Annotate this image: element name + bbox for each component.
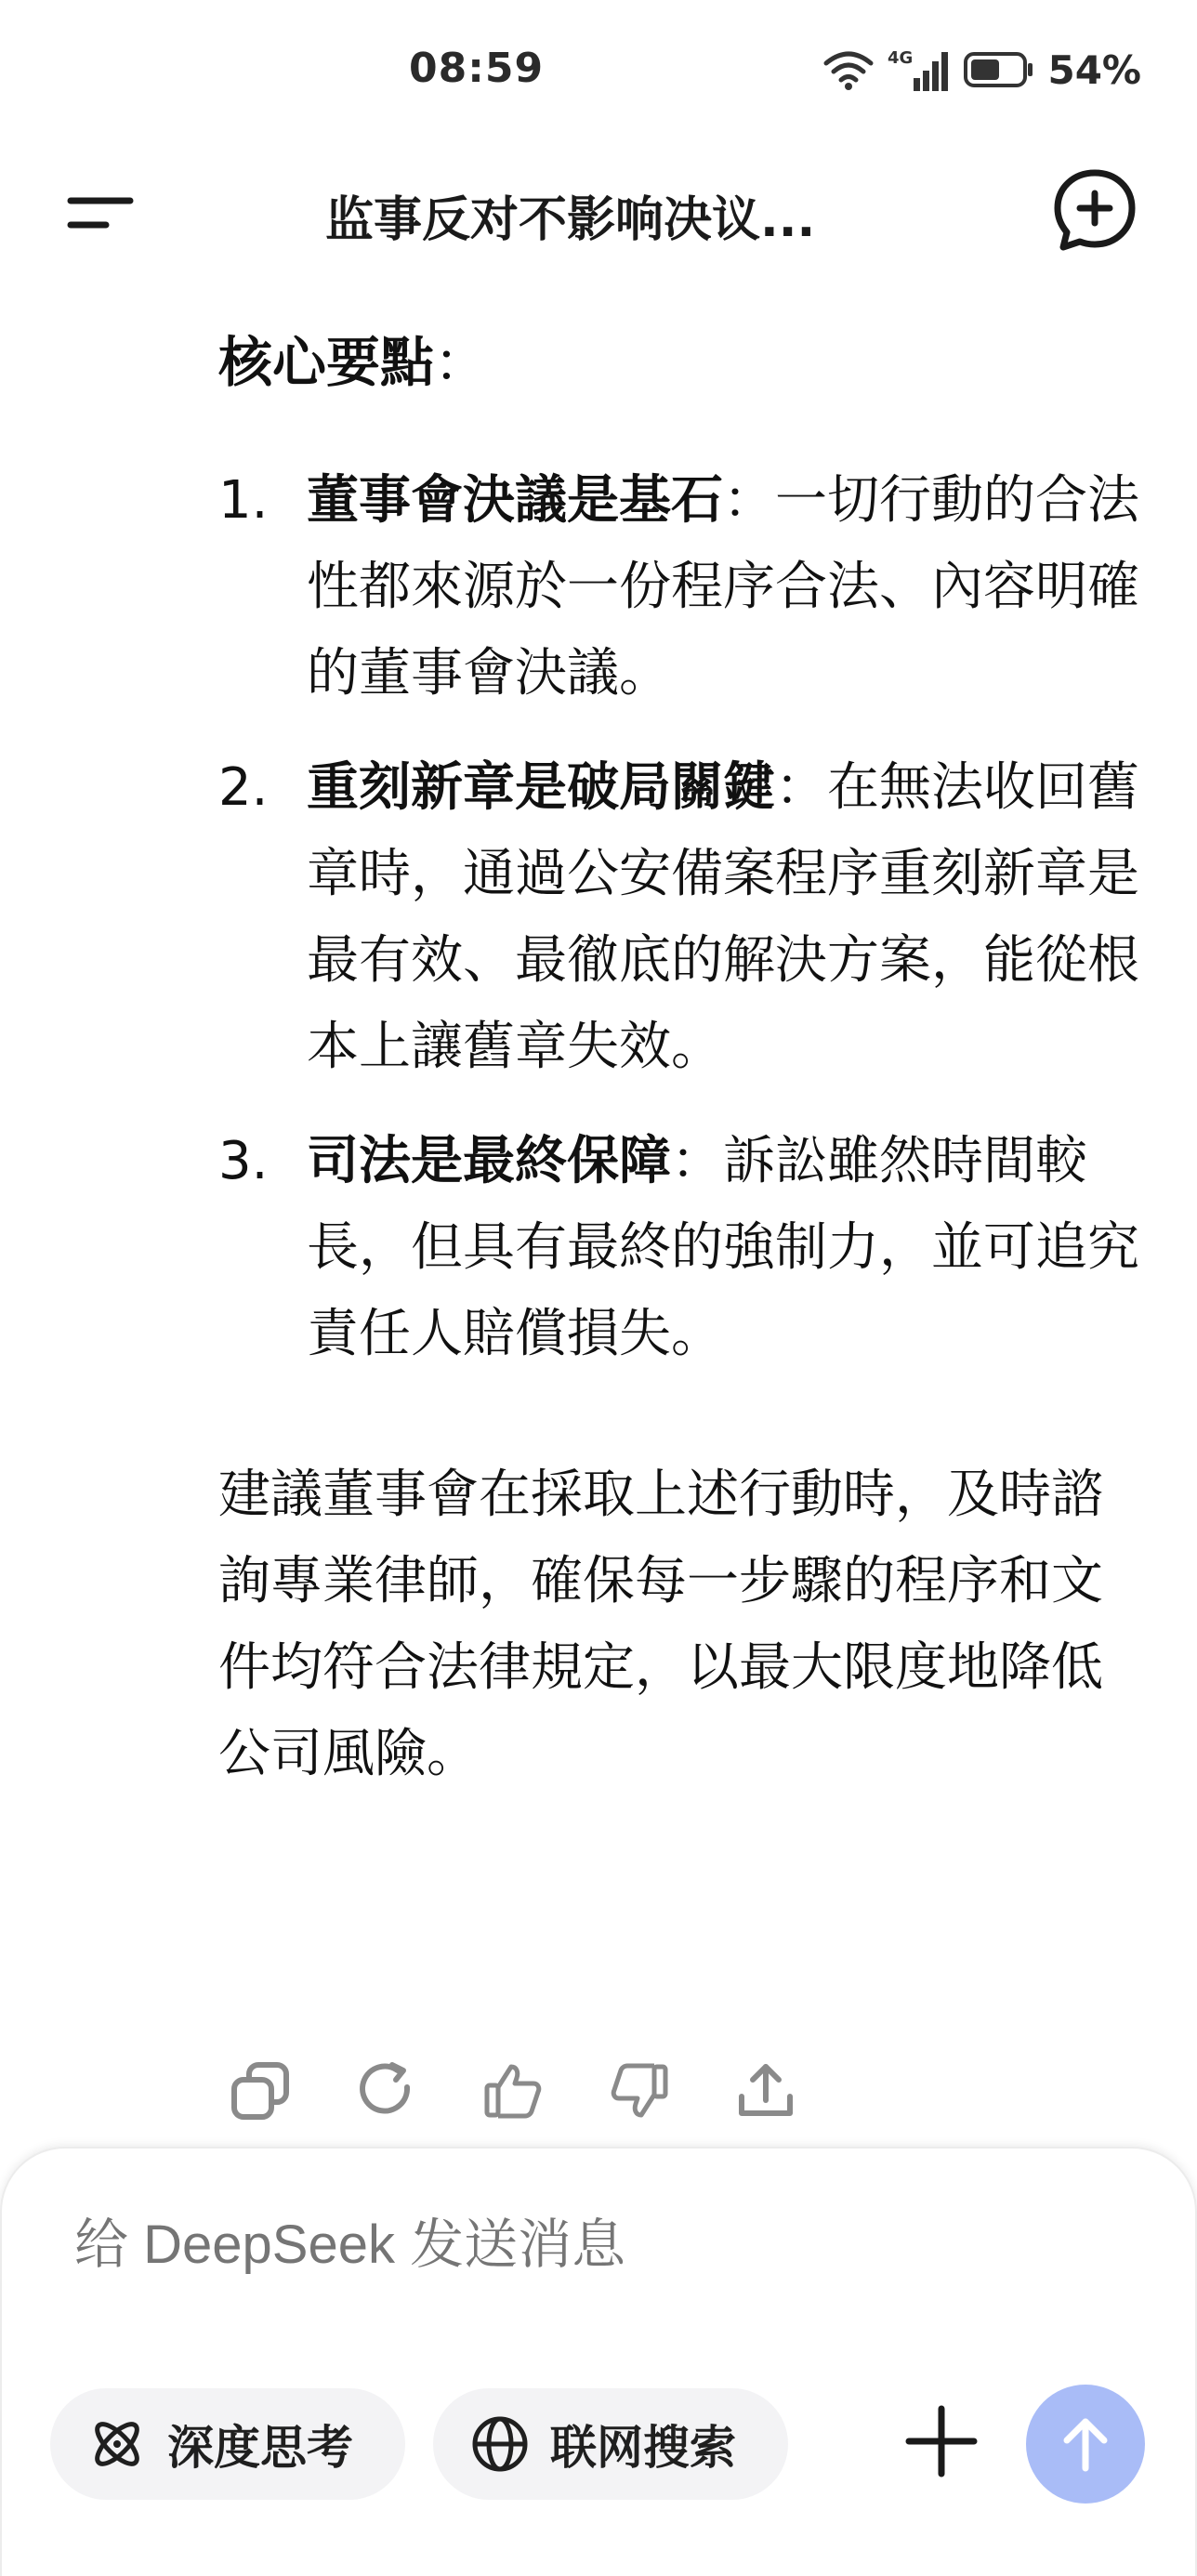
list-item — [218, 457, 1148, 716]
network-type-label: 4G — [888, 48, 914, 68]
globe-icon — [470, 2414, 530, 2474]
list-item-text: ：在無法收回舊章時，通過公安備案程序重刻新章是最有效、最徹底的解決方案，能從根本上讓舊章失效。 — [307, 757, 1139, 1077]
message-input[interactable] — [74, 2214, 1097, 2276]
list-number: 2. — [218, 757, 269, 818]
list-item-text: ：訴訟雖然時間較長，但具有最終的強制力，並可追究責任人賠償損失。 — [307, 1131, 1139, 1364]
message-composer — [0, 2147, 1197, 2576]
status-icons — [822, 46, 1141, 93]
deep-think-label: 深度思考 — [167, 2421, 353, 2475]
thumbs-up-icon[interactable] — [476, 2054, 550, 2128]
key-points-list — [218, 457, 1148, 1377]
new-chat-icon[interactable] — [1050, 165, 1139, 255]
share-icon[interactable] — [729, 2054, 803, 2128]
message-paragraph: 建議董事會在採取上述行動時，及時諮詢專業律師，確保每一步驟的程序和文件均符合法律規定，以最大限度地降低公司風險。 — [218, 1465, 1103, 1784]
message-actions — [223, 2054, 803, 2128]
list-number: 3. — [218, 1131, 269, 1191]
list-item-text: ：一切行動的合法性都來源於一份程序合法、內容明確的董事會決議。 — [307, 470, 1139, 703]
web-search-button[interactable] — [433, 2388, 788, 2500]
heading-suffix: ： — [434, 331, 489, 394]
copy-icon[interactable] — [223, 2054, 297, 2128]
assistant-message — [218, 325, 1148, 1797]
list-item — [218, 744, 1148, 1090]
chat-header — [0, 158, 1197, 269]
send-button[interactable] — [1026, 2385, 1145, 2504]
heading-bold: 核心要點 — [218, 331, 435, 394]
web-search-label: 联网搜索 — [550, 2421, 736, 2475]
list-item — [218, 1118, 1148, 1377]
plus-icon — [900, 2399, 983, 2483]
list-number: 1. — [218, 470, 269, 531]
battery-percent: 54% — [1047, 46, 1141, 93]
list-item-bold: 司法是最終保障 — [307, 1131, 671, 1191]
status-bar — [0, 0, 1197, 139]
thumbs-down-icon[interactable] — [602, 2054, 677, 2128]
message-heading — [218, 325, 1148, 400]
menu-icon[interactable] — [65, 180, 139, 245]
list-item-bold: 董事會決議是基石 — [307, 470, 723, 531]
regenerate-icon[interactable] — [349, 2054, 424, 2128]
status-time: 08:59 — [409, 45, 545, 92]
chat-title[interactable]: 监事反对不影响决议... — [325, 192, 816, 248]
deep-think-button[interactable] — [50, 2388, 405, 2500]
add-attachment-button[interactable] — [900, 2399, 983, 2483]
arrow-up-icon — [1056, 2414, 1115, 2474]
signal-icon — [888, 46, 951, 93]
battery-icon — [964, 51, 1034, 88]
atom-icon — [87, 2414, 147, 2474]
wifi-icon — [822, 48, 875, 91]
list-item-bold: 重刻新章是破局關鍵 — [307, 757, 775, 818]
